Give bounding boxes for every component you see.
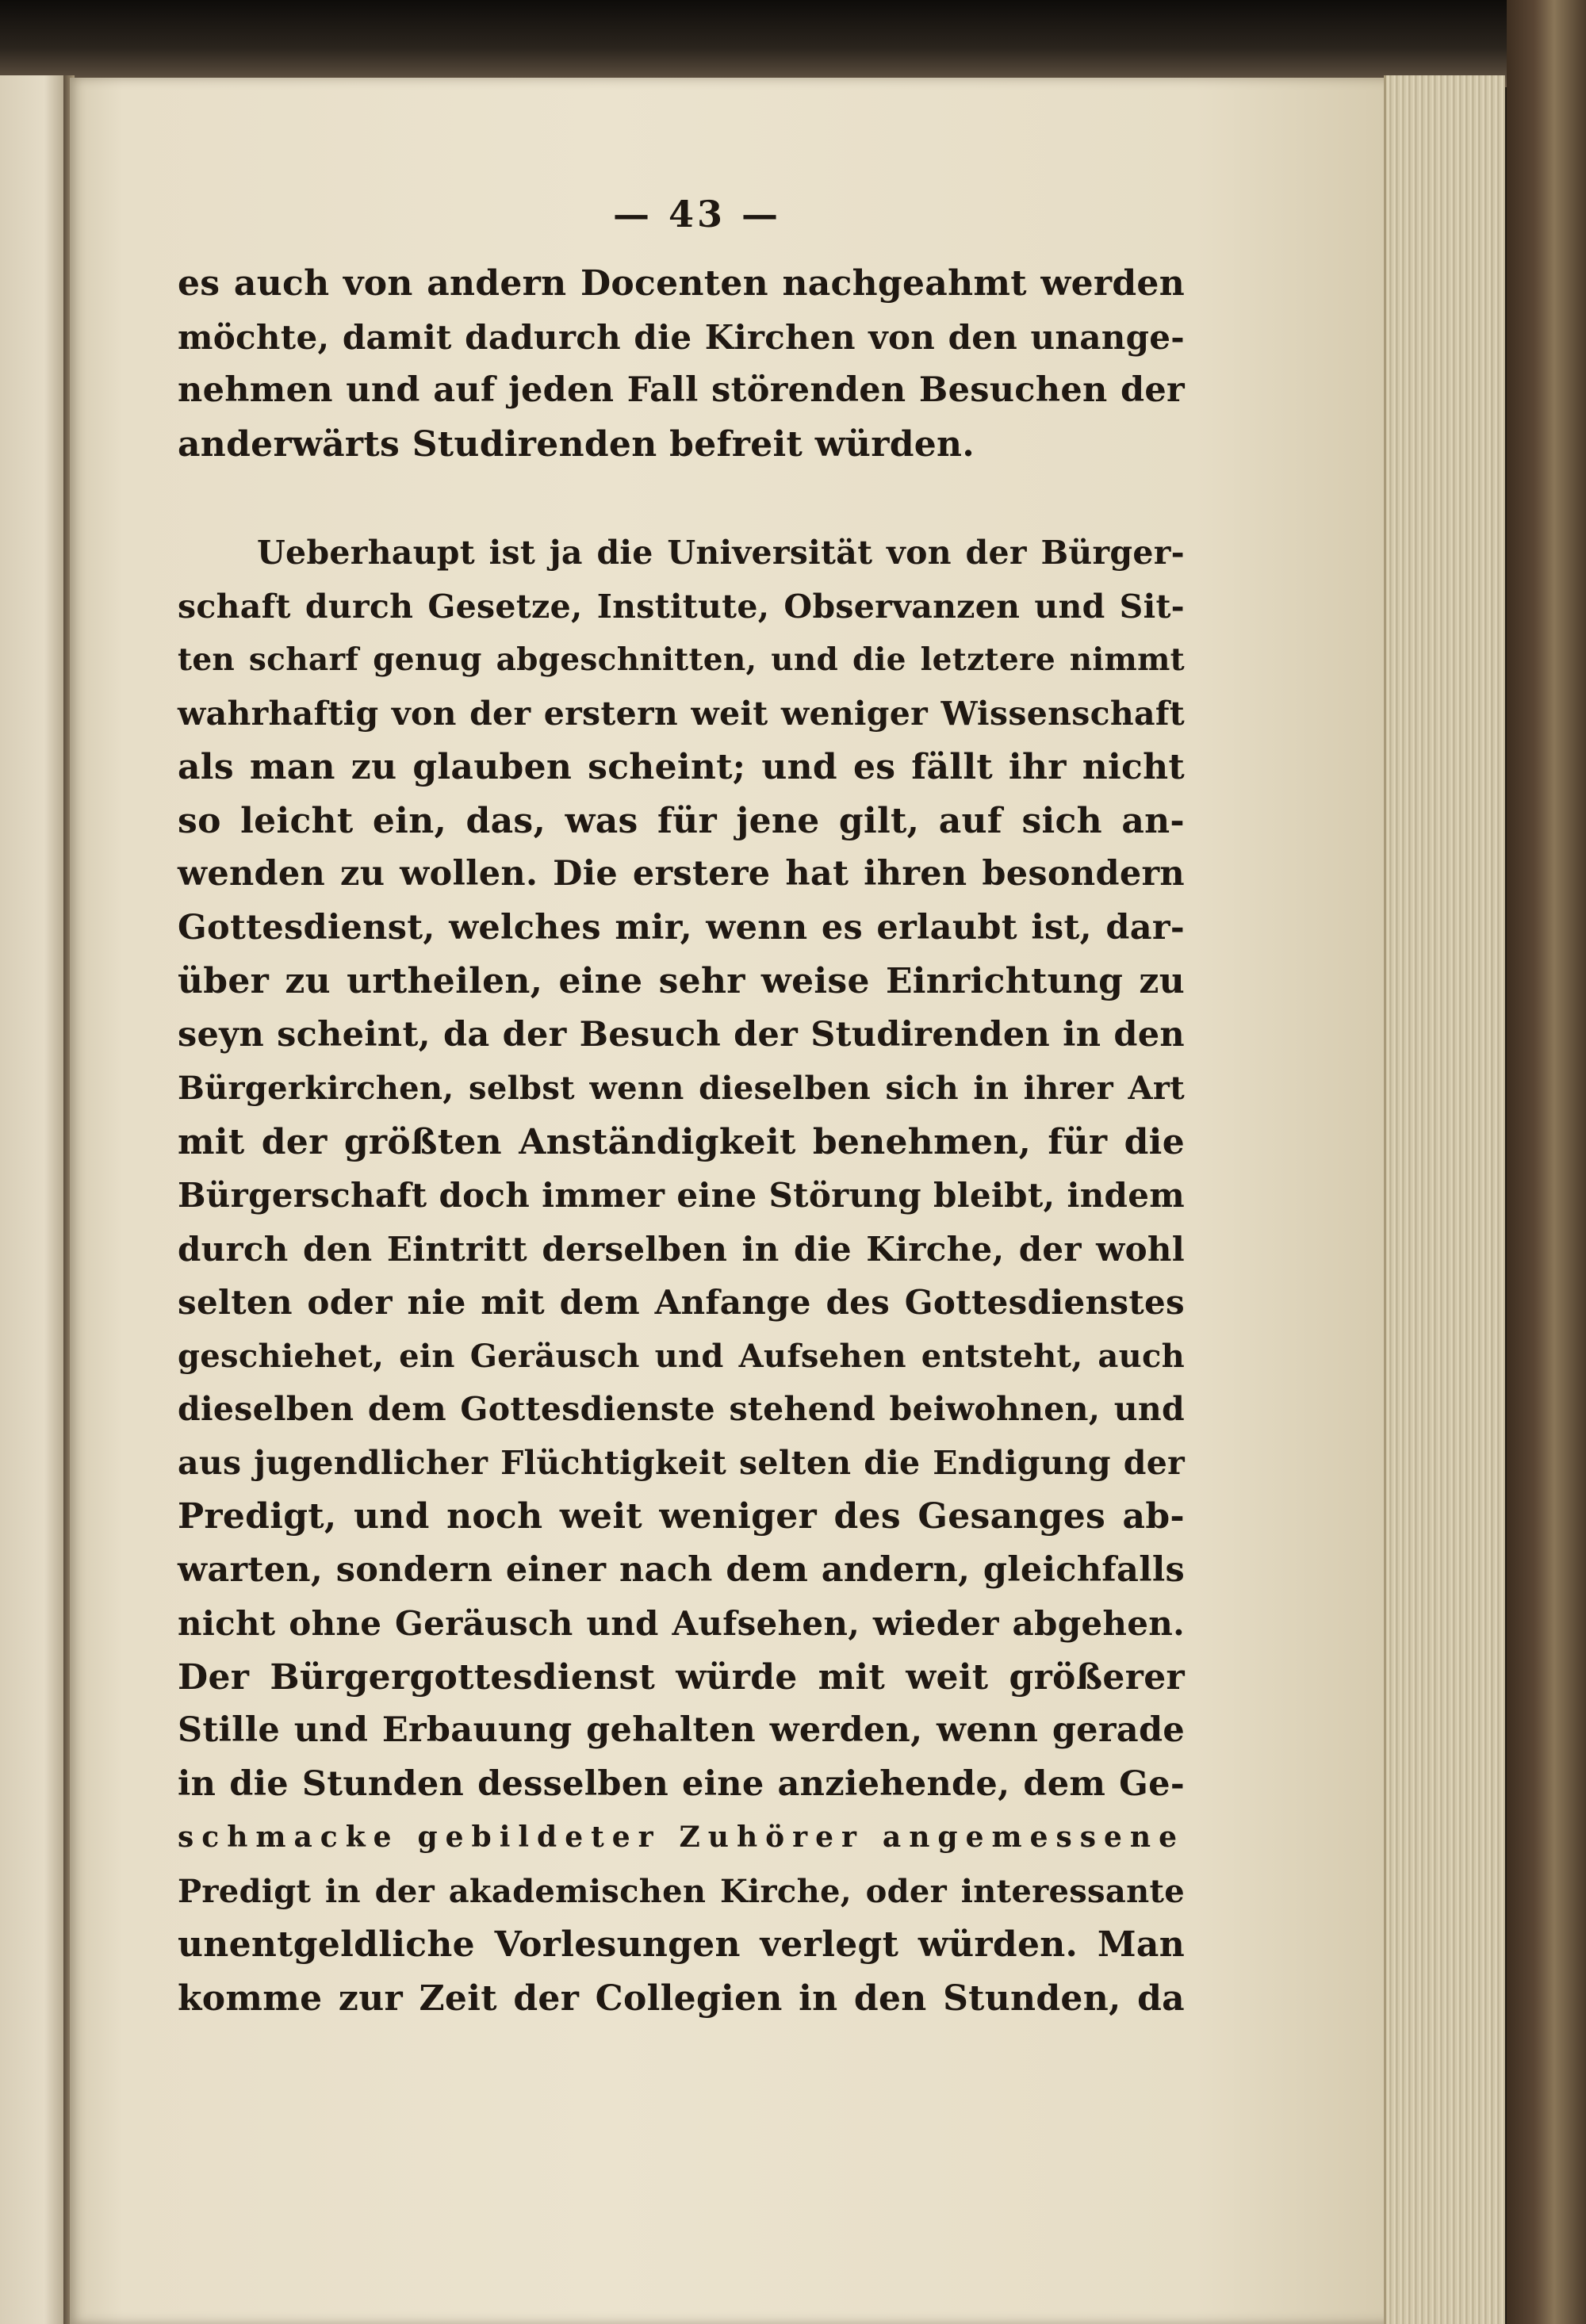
text-line: als man zu glauben scheint; und es fällt ihr nicht [178,747,1185,787]
text-line: seyn scheint, da der Besuch der Studirenden in den [178,1014,1185,1055]
text-line: Stille und Erbauung gehalten werden, wenn gerade [178,1710,1185,1750]
text-line: unentgeldliche Vorlesungen verlegt würden. Man [178,1924,1185,1965]
text-line: Predigt, und noch weit weniger des Gesanges ab- [178,1496,1185,1537]
text-line: so leicht ein, das, was für jene gilt, auf sich an- [178,800,1185,841]
text-line: warten, sondern einer nach dem andern, gleichfalls [178,1549,1185,1590]
book-top-shadow [0,0,1586,87]
text-line: Bürgerkirchen, selbst wenn dieselben sich in ihrer Art [178,1070,1185,1107]
text-line: selten oder nie mit dem Anfange des Gottesdienstes [178,1283,1185,1322]
page-block-edge [1384,75,1505,2324]
text-line: wahrhaftig von der erstern weit weniger Wissenschaft [178,694,1185,733]
text-line: in die Stunden desselben eine anziehende, dem Ge- [178,1763,1185,1804]
text-line: nehmen und auf jeden Fall störenden Besuchen der [178,370,1185,410]
text-line: schmacke gebildeter Zuhörer angemessene [178,1821,1185,1854]
text-line: Ueberhaupt ist ja die Universität von der Bürger- [257,534,1185,572]
text-line: ten scharf genug abgeschnitten, und die letztere nimmt [178,641,1185,678]
text-line: es auch von andern Docenten nachgeahmt werden [178,263,1185,304]
text-line: möchte, damit dadurch die Kirchen von den unange- [178,317,1185,357]
text-line: Gottesdienst, welches mir, wenn es erlaubt ist, dar- [178,907,1185,948]
text-line: nicht ohne Geräusch und Aufsehen, wieder abgehen. [178,1604,1185,1643]
text-line: Der Bürgergottesdienst würde mit weit größerer [178,1656,1185,1698]
text-line: wenden zu wollen. Die erstere hat ihren besondern [178,854,1185,894]
page-number: — 43 — [612,193,782,235]
facing-page-edge [0,75,63,2324]
text-line: aus jugendlicher Flüchtigkeit selten die Endigung der [178,1443,1185,1482]
text-line: Predigt in der akademischen Kirche, oder interessante [178,1872,1185,1910]
text-line: über zu urtheilen, eine sehr weise Einrichtung zu [178,961,1185,1001]
text-line: schaft durch Gesetze, Institute, Observanzen und Sit- [178,587,1185,626]
text-line: anderwärts Studirenden befreit würden. [178,423,975,465]
book-cover-edge [1507,0,1586,2324]
text-line: komme zur Zeit der Collegien in den Stunden, da [178,1978,1185,2019]
page-text [178,190,1185,2025]
text-line: dieselben dem Gottesdienste stehend beiwohnen, und [178,1390,1185,1428]
text-line: mit der größten Anständigkeit benehmen, für die [178,1121,1185,1162]
text-line: geschiehet, ein Geräusch und Aufsehen entsteht, auch [178,1337,1185,1375]
text-line: Bürgerschaft doch immer eine Störung bleibt, indem [178,1176,1185,1215]
text-line: durch den Eintritt derselben in die Kirche, der wohl [178,1229,1185,1269]
